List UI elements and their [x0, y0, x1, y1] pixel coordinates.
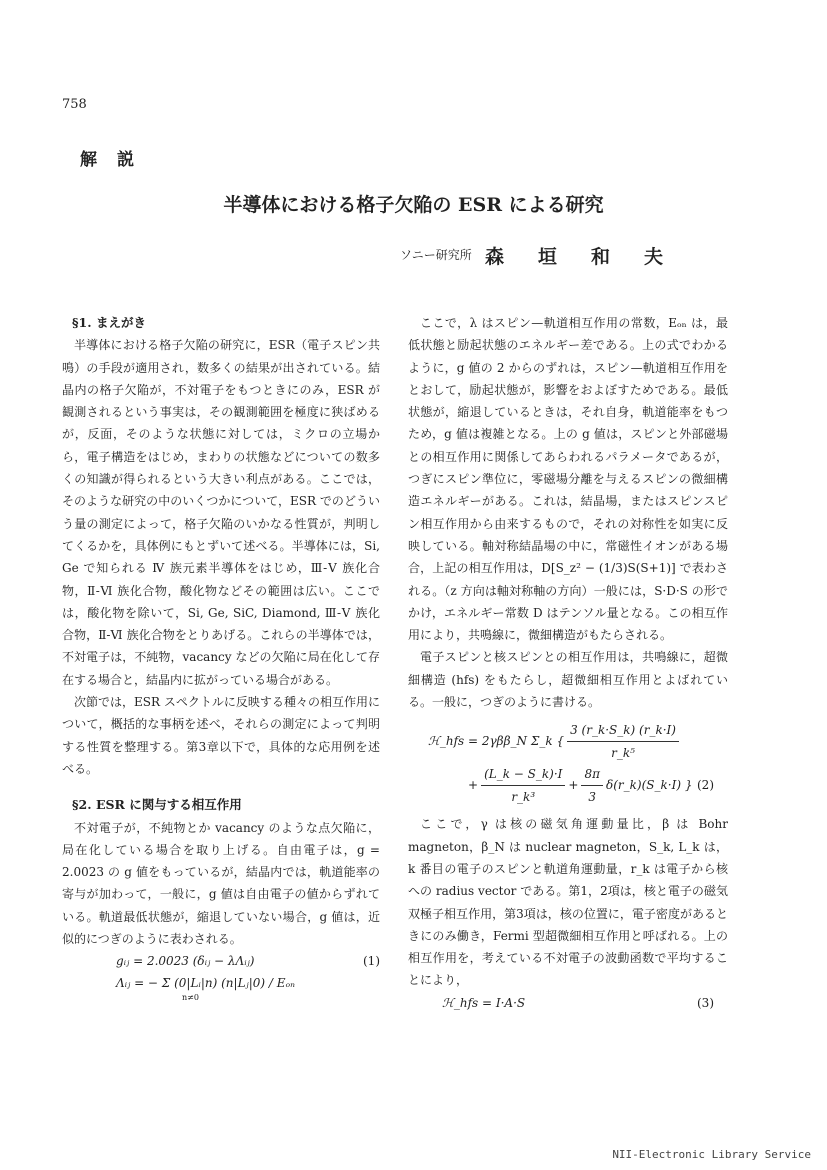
- section2-paragraph-1: 不対電子が，不純物とか vacancy のような点欠陥に，局在化している場合を取り上げる。自由電子は，g = 2.0023 の g 値をもっているが，結晶内では，軌道能率の寄与が加わって，一般に，g 値は自由電子の値からずれている。軌道最低状態が，縮退していない場合，g 値は，近似的につぎのように表わされる。: [62, 820, 380, 947]
- right-column: [408, 312, 728, 1014]
- section1-paragraph-2: 次節では，ESR スペクトルに反映する種々の相互作用について，概括的な事柄を述べ，それらの測定によって判明する性質を整理する。第3章以下で，具体的な応用例を述べる。: [62, 695, 380, 776]
- equation-2-term-3: [581, 763, 603, 809]
- equation-2-term-2-denominator: r_k³: [511, 789, 536, 804]
- equation-2: ℋ_hfs = 2γββ_N Σ_k { $\frac{3 (r\_k\cdot S\_k) (r\_k\cdot I)}{\text{r\_k⁵}}$ + $\frac{(L\_k - S\_k)\cdot I}{\text{r\_k³}}$ + $\frac{8\pi}{3}$ δ(r_k)(S_k·I) } (2): [408, 719, 728, 807]
- equation-1-number: (1): [363, 954, 380, 969]
- left-column: [62, 312, 380, 1002]
- equation-2-term-2: [481, 763, 565, 809]
- equation-2-number: (2): [697, 778, 714, 793]
- section1-heading: §1. まえがき: [72, 315, 146, 330]
- right-paragraph-2: 電子スピンと核スピンとの相互作用は，共鳴線に，超微細構造 (hfs) をもたらし，超微細相互作用とよばれている。一般に，つぎのように書ける。: [408, 650, 728, 710]
- equation-2-term-1: [567, 719, 679, 765]
- equation-2-term-3-numerator: 8π: [581, 763, 603, 786]
- right-paragraph-1: ここで，λ はスピン—軌道相互作用の常数，Eₒₙ は，最低状態と励起状態のエネルギー差である。上の式でわかるように，g 値の 2 からのずれは，スピン—軌道相互作用をとおして，励起状態が，影響をおよぼすためである。最低状態が，縮退しているときは，それ自身，軌道能率をもつため，g 値は複雑となる。上の g 値は，スピンと外部磁場との相互作用に関係してあらわれるパラメータであるが，つぎにスピン準位に，零磁場分離を与えるスピンの微細構造エネルギーがある。これは，結晶場，またはスピンスピン相互作用から由来するもので，それの対称性を如実に反映している。軸対称結晶場の中に，常磁性イオンがある場合，上記の相互作用は，D[S_z² − (1/3)S(S+1)] で表わされる。（z 方向は軸対称軸の方向）一般には，S·D·S の形でかけ，エネルギー常数 D はテンソル量となる。この相互作用により，共鳴線に，微細構造がもたらされる。: [408, 316, 728, 643]
- equation-2-lhs: ℋ_hfs = 2γββ_N Σ_k {: [428, 734, 565, 749]
- equation-2-term-1-denominator: r_k⁵: [611, 745, 635, 760]
- equation-2-term-2-numerator: (L_k − S_k)·I: [481, 763, 565, 786]
- author-affiliation: ソニー研究所: [400, 248, 472, 262]
- footer-service-label: NII-Electronic Library Service: [612, 1148, 811, 1161]
- author-name: 森垣和夫: [485, 246, 698, 268]
- equation-1-line-2: Λᵢⱼ = − Σ (0|Lᵢ|n) (n|Lⱼ|0) / Eₒₙ: [116, 976, 295, 991]
- equation-1-sum-subscript: n≠0: [182, 993, 199, 1003]
- equation-3: [408, 992, 728, 1014]
- equation-1: [62, 950, 380, 1002]
- equation-1-line-1: gᵢⱼ = 2.0023 (δᵢⱼ − λΛᵢⱼ): [116, 954, 255, 969]
- right-paragraph-3: ここで，γ は核の磁気角運動量比，β は Bohr magneton，β_N は nuclear magneton，S_k, L_k は，k 番目の電子のスピンと軌道角運動量，r_k は電子から核への radius vector である。第1，2項は，核と電子の磁気双極子相互作用，第3項は，核の位置に，電子密度があるときにのみ働き，Fermi 型超微細相互作用と呼ばれる。上の相互作用を，考えている不対電子の波動函数で平均することにより，: [408, 817, 728, 988]
- equation-2-tail: δ(r_k)(S_k·I) }: [606, 778, 693, 793]
- equation-2-term-1-numerator: 3 (r_k·S_k) (r_k·I): [567, 719, 679, 742]
- equation-3-number: (3): [697, 995, 714, 1010]
- equation-3-expression: ℋ_hfs = I·A·S: [442, 995, 526, 1010]
- section1-paragraph-1: 半導体における格子欠陥の研究に，ESR（電子スピン共鳴）の手段が適用され，数多くの結果が出されている。結晶内の格子欠陥が，不対電子をもつときにのみ，ESR が観測されるという事実は，その観測範囲を極度に狭ばめるが，反面，そのような状態に対しては，ミクロの立場から，電子構造をはじめ，まわりの状態などについての数多くの知識が得られるという大きい利点がある。ここでは，そのような研究の中のいくつかについて，ESR でのどういう量の測定によって，格子欠陥のいかなる性質が，判明してくるかを，具体例にもとずいて述べる。半導体には，Si, Ge で知られる Ⅳ 族元素半導体をはじめ，Ⅲ-Ⅴ 族化合物，Ⅱ-Ⅵ 族化合物，酸化物などその範囲は広い。ここでは，酸化物を除いて，Si, Ge, SiC, Diamond, Ⅲ-Ⅴ 族化合物，Ⅱ-Ⅵ 族化合物をとりあげる。これらの半導体では，不対電子は，不純物，vacancy などの欠陥に局在化して存在する場合と，結晶内に拡がっている場合がある。: [62, 338, 380, 687]
- section2-heading: §2. ESR に関与する相互作用: [72, 797, 242, 813]
- page-number: 758: [62, 97, 87, 112]
- section-type-label: 解説: [80, 150, 154, 170]
- equation-2-term-3-denominator: 3: [588, 789, 597, 804]
- article-title: 半導体における格子欠陥の ESR による研究: [223, 194, 604, 216]
